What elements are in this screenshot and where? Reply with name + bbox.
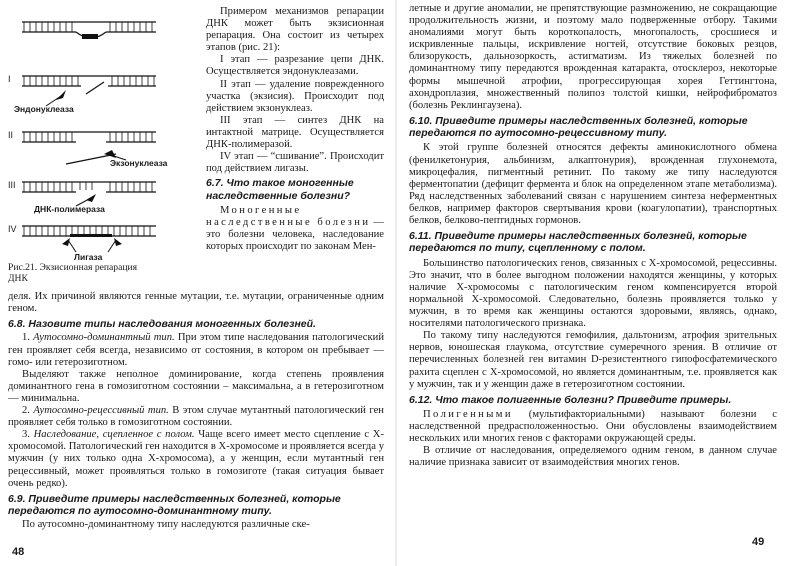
left-body bbox=[8, 291, 384, 531]
stage-label-1: I bbox=[8, 74, 11, 84]
paragraph: По аутосомно-доминантному типу наследуются различные ске- bbox=[22, 519, 310, 531]
dna-repair-diagram bbox=[6, 8, 202, 263]
paragraph: Большинство патологических генов, связанных с X-хромосомой, рецессивны. Это значит, что в более выгодном положении находятся женщины, у которых наличие X-хромосомы с патологическим геном компенсируется второй нормальной X-хромосомой. Следовательно, болезнь проявляется только у мужчин, в то время как женщины остаются здоровыми, являясь, однако, носителями патологического признака. bbox=[409, 257, 777, 330]
figure-caption-line-2: ДНК bbox=[8, 273, 28, 284]
paragraph-text: Чаще всего имеет место сцепление с X-хромосомой. Патологический ген находится в X-хромосоме и проявляется всегда у мужчин (у них только одна X-хромосома), а у женщин, если мутантный ген рецессивный, может проявляться только в гомозиготе (такая ситуация бывает очень редко). bbox=[8, 429, 384, 489]
paragraph bbox=[8, 405, 384, 429]
paragraph: летные и другие аномалии, не препятствующие размножению, не сокращающие продолжительность жизни, и поэтому мало подверженные отбору. Такими аномалиями могут быть короткопалость, многопалость, сросшиеся и искривленные пальцы, искривление ногтей, отсутствие боковых резцов, близорукость, дальнозоркость, астигматизм. Из тяжелых болезней по доминантному типу передаются врожденная катаракта, отосклероз, некоторые формы мышечной атрофии, прогрессирующая хорея Геттингтона, ахондроплазия, множественный полипоз толстой кишки, нейрофиброматоз (болезнь Реклингаузена). bbox=[409, 3, 777, 111]
list-number: 1. bbox=[22, 332, 30, 344]
figure-caption bbox=[8, 262, 204, 284]
paragraph: II этап — удаление поврежденного участка (экзисия). Происходит под действием экзонуклеаз. bbox=[206, 78, 384, 114]
paragraph: Примером механизмов репарации ДНК может быть экзисионная репарация. Она состоит из четырех этапов (рис. 21): bbox=[206, 6, 384, 54]
paragraph-text: При этом типе наследования патологический ген проявляет себя всегда, независимо от состояния, в котором он пребывает — гомо- или гетерозиготном. bbox=[8, 332, 384, 368]
stage-label-3: III bbox=[8, 180, 16, 190]
section-heading-6-10: 6.10. Приведите примеры наследственных болезней, которые передаются по аутосомно-рецессивному типу. bbox=[409, 114, 748, 140]
paragraph-text: В этом случае мутантный патологический ген проявляет себя только в гомозиготном состоянии. bbox=[8, 405, 384, 429]
left-side-column bbox=[206, 6, 384, 253]
stage-label-4: IV bbox=[8, 224, 17, 234]
page-number: 48 bbox=[12, 546, 25, 558]
paragraph bbox=[8, 332, 384, 368]
section-heading-6-9: 6.9. Приведите примеры наследственных болезней, которые передаются по аутосомно-доминантному типу. bbox=[8, 492, 341, 517]
paragraph: деля. Их причиной являются генные мутации, т.е. мутации, ограниченные одним геном. bbox=[8, 291, 384, 315]
list-number: 3. bbox=[22, 429, 30, 441]
right-page bbox=[397, 0, 793, 566]
section-heading-6-12: 6.12. Что такое полигенные болезни? Приведите примеры. bbox=[409, 393, 732, 406]
list-number: 2. bbox=[22, 405, 30, 417]
paragraph bbox=[409, 409, 777, 445]
figure-caption-line-1: Рис.21. Экзисионная репарация bbox=[8, 262, 138, 273]
inheritance-type: Аутосомно-рецессивный тип. bbox=[33, 405, 169, 417]
section-heading-6-7: 6.7. Что такое моногенные наследственные болезни? bbox=[206, 177, 354, 202]
paragraph bbox=[8, 429, 384, 489]
term-monogenic: Моногенные наследственные болезни bbox=[206, 204, 371, 228]
inheritance-type: Наследование, сцепленное с полом. bbox=[33, 429, 195, 441]
exonuclease-label: Экзонуклеаза bbox=[110, 158, 168, 168]
left-page bbox=[0, 0, 396, 566]
dna-repair-figure bbox=[6, 8, 202, 288]
paragraph: По такому типу наследуются гемофилия, дальтонизм, атрофия зрительных нервов, юношеская глаукома, отсутствие сумеречного зрения. В отличие от перечисленных болезней ген витамин D-резистентного гипофосфатемического рахита сцеплен с X-хромосомой, но является доминантным, т.е. проявляется как у мужчин, так и у женщин даже в гетерозиготном состоянии. bbox=[409, 330, 777, 390]
right-body bbox=[409, 3, 777, 469]
paragraph: К этой группе болезней относятся дефекты аминокислотного обмена (фенилкетонурия, альбинизм, алкаптонурия), врожденная глухонемота, микроцефалия, пигментный ретинит. По такому же типу наследуются ферментопатии (дефицит фермента и блок на определенном этапе метаболизма). Ряд наследственных заболеваний связан с нарушением синтеза неферментных белков, например факторов свертывания крови (коагулопатии), транспортных белков, белково-пептидных гормонов. bbox=[409, 142, 777, 226]
section-heading-6-11: 6.11. Приведите примеры наследственных болезней, которые передаются по типу, сцепленному с полом. bbox=[409, 230, 747, 255]
stage-label-2: II bbox=[8, 130, 14, 140]
paragraph: III этап — синтез ДНК на интактной матрице. Осуществляется ДНК-полимеразой. bbox=[206, 114, 384, 151]
paragraph: I этап — разрезание цепи ДНК. Осуществляется эндонуклеазами. bbox=[206, 54, 384, 78]
polymerase-label: ДНК-полимераза bbox=[34, 204, 105, 214]
page-number: 49 bbox=[752, 536, 765, 548]
paragraph bbox=[206, 205, 384, 253]
inheritance-type: Аутосомно-доминантный тип. bbox=[33, 332, 175, 344]
paragraph-text: — это болезни человека, наследование которых происходит по законам Мен- bbox=[206, 217, 384, 253]
section-heading-6-8: 6.8. Назовите типы наследования моногенных болезней. bbox=[8, 318, 316, 331]
paragraph-text: (мультифакториальными) называют болезни с наследственной предрасположенностью. Они обусловлены взаимодействием нескольких или многих генов с факторами окружающей среды. bbox=[409, 409, 777, 445]
paragraph: Выделяют также неполное доминирование, когда степень проявления доминантного гена в гомозиготном состоянии – максимальна, а в гетерозиготном — минимальна. bbox=[8, 368, 384, 404]
ligase-label: Лигаза bbox=[74, 252, 103, 262]
term-polygenic: Полигенными bbox=[423, 409, 513, 421]
paragraph: IV этап — “сшивание”. Происходит под действием лигазы. bbox=[206, 151, 384, 175]
endonuclease-label: Эндонуклеаза bbox=[14, 104, 74, 114]
paragraph: В отличие от наследования, определяемого одним геном, в данном случае наличие признака зависит от взаимодействия многих генов. bbox=[409, 445, 777, 469]
